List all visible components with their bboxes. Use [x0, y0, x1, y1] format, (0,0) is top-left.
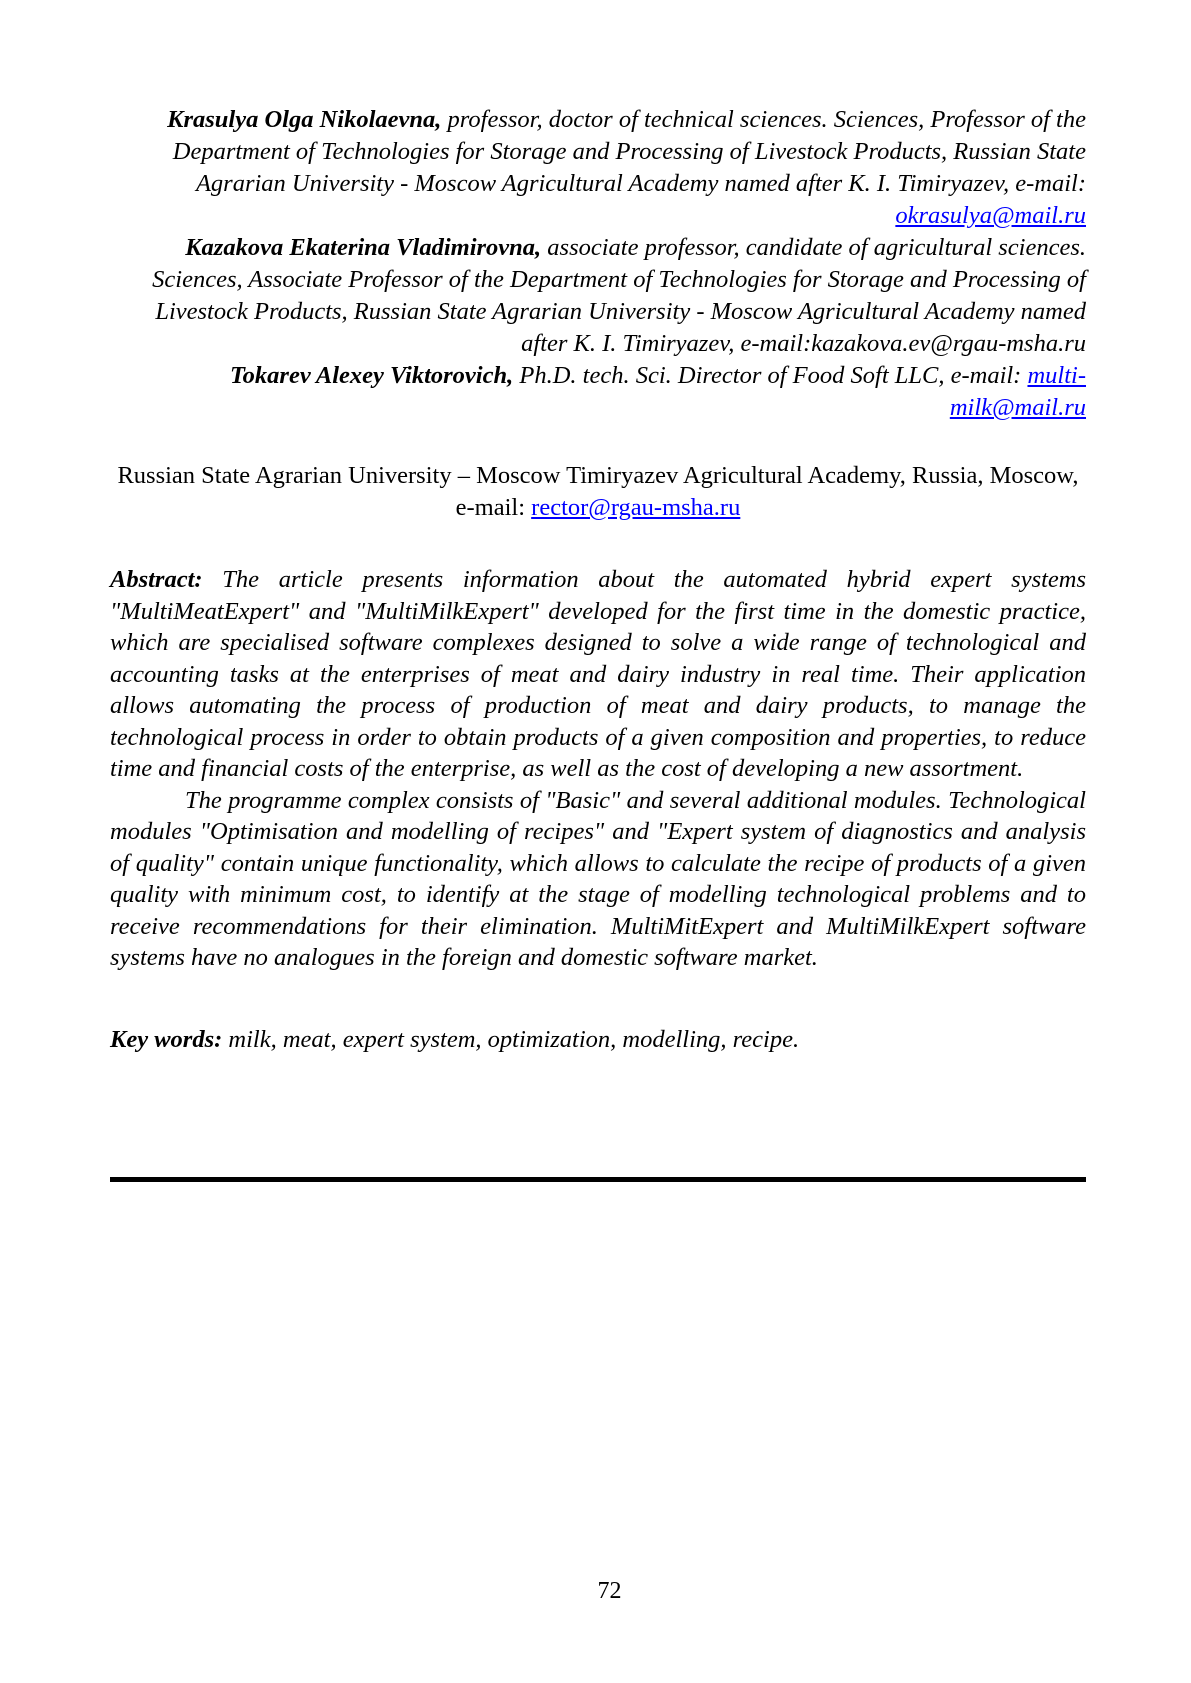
author-name: Kazakova Ekaterina Vladimirovna, [185, 234, 542, 261]
abstract-paragraph-1 [110, 564, 1086, 785]
abstract-text-1: The article presents information about the automated hybrid expert systems "MultiMeatExpert" and "MultiMilkExpert" developed for the first time in the domestic practice, which are specialised software complexes designed to solve a wide range of technological and accounting tasks at the enterprises of meat and dairy industry in real time. Their application allows automating the process of production of meat and dairy products, to manage the technological process in order to obtain products of a given composition and properties, to reduce time and financial costs of the enterprise, as well as the cost of developing a new assortment. [110, 566, 1087, 782]
affiliation-text: Russian State Agrarian University – Moscow Timiryazev Agricultural Academy, Russia, Moscow, e-mail: [117, 462, 1079, 521]
abstract-section [110, 564, 1086, 974]
keywords-label: Key words: [110, 1025, 223, 1053]
abstract-paragraph-2 [110, 785, 1086, 974]
email-link-multi-milk[interactable]: multi-milk@mail.ru [949, 362, 1086, 421]
abstract-text-2: The programme complex consists of "Basic" and several additional modules. Technological modules "Optimisation and modelling of recipes" and "Expert system of diagnostics and analysis of quality" contain unique functionality, which allows to calculate the recipe of products of a given quality with minimum cost, to identify at the stage of modelling technological problems and to receive recommendations for their elimination. MultiMitExpert and MultiMilkExpert software systems have no analogues in the foreign and domestic software market. [110, 786, 1086, 971]
page-content [110, 104, 1086, 1056]
author-entry [110, 232, 1086, 360]
author-name: Krasulya Olga Nikolaevna, [167, 106, 442, 133]
author-details: Ph.D. tech. Sci. Director of Food Soft LLC, e-mail: [513, 362, 1028, 389]
email-link-rector[interactable]: rector@rgau-msha.ru [531, 494, 741, 521]
keywords-text: milk, meat, expert system, optimization, modelling, recipe. [228, 1025, 800, 1053]
abstract-label: Abstract: [110, 566, 203, 593]
author-details: associate professor, candidate of agricultural sciences. Sciences, Associate Professor of the Department of Technologies for Storage and Processing of Livestock Products, Russian State Agrarian University - Moscow Agricultural Academy named after K. I. Timiryazev, e-mail:kazakova.ev@rgau-msha.ru [152, 234, 1086, 357]
email-link-okrasulya[interactable]: okrasulya@mail.ru [895, 202, 1086, 229]
author-name: Tokarev Alexey Viktorovich, [229, 362, 514, 389]
keywords-section [110, 1024, 1086, 1056]
author-entry [110, 360, 1086, 424]
author-details: professor, doctor of technical sciences. Sciences, Professor of the Department of Technologies for Storage and Processing of Livestock Products, Russian State Agrarian University - Moscow Agricultural Academy named after K. I. Timiryazev, e-mail: [172, 106, 1086, 197]
author-entry [110, 104, 1086, 232]
page-number: 72 [597, 1578, 622, 1604]
horizontal-rule [110, 1177, 1086, 1182]
affiliation-block [110, 460, 1086, 524]
author-block [110, 104, 1086, 424]
